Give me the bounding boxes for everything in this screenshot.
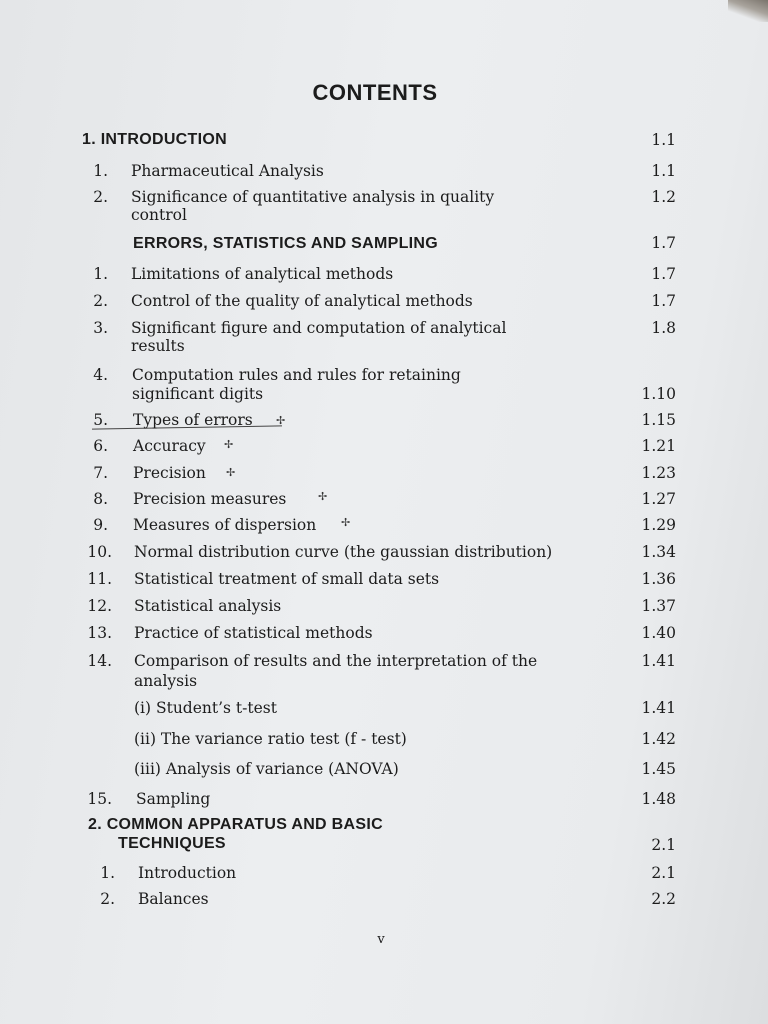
page-corner-fold [728, 0, 768, 22]
pen-mark: ✢ [318, 490, 328, 503]
page-title: CONTENTS [312, 80, 438, 105]
section-heading-apparatus: 2. COMMON APPARATUS AND BASIC [88, 816, 383, 833]
section-heading-introduction: 1. INTRODUCTION [82, 131, 227, 148]
section-heading-apparatus-cont: TECHNIQUES [118, 835, 226, 852]
pen-mark: ✢ [224, 438, 234, 451]
page-number: v [377, 932, 385, 947]
pen-mark: ✢ [276, 414, 286, 427]
document-page: CONTENTS 1. INTRODUCTION 1.1 1. Pharmaceutical Analysis 1.1 2. Significance of quantitative analysis in quality control 1.2 ERRORS, STATISTICS AND SAMPLING 1.7 1. Limitations of analytical methods 1.7 2. Control of the quality of analytical methods 1.7 3. Significant figure and computation of analytical results 1.8 4. Computation rules and rules for retaining significant digits 1.10 5. Types of errors 1.15 ✢ 6. Accuracy 1.21 ✢ 7. Precision 1.23 ✢ 8. Precision measures 1.27 ✢ 9. Measures of dispersion 1.29 ✢ 10. Normal distribution curve (the gaussian distribution) 1.34 11. Statistical treatment of small data sets 1.36 12. Statistical analysis 1.37 13. Practice of statistical methods 1.40 14. Comparison of results and the interpretation of the analysis 1.41 (i) Student’s t-test 1.41 (ii) The variance ratio test (f - test) 1.42 (iii) Analysis of variance (ANOVA) 1.45 15. Sampling 1.48 2. COMMON APPARATUS AND BASIC TECHNIQUES 2.1 1. Introduction 2.1 2. Balances 2.2 v [0, 0, 768, 1024]
pen-mark: ✢ [341, 516, 351, 529]
section-heading-errors: ERRORS, STATISTICS AND SAMPLING [133, 235, 439, 252]
pen-mark: ✢ [226, 466, 236, 479]
